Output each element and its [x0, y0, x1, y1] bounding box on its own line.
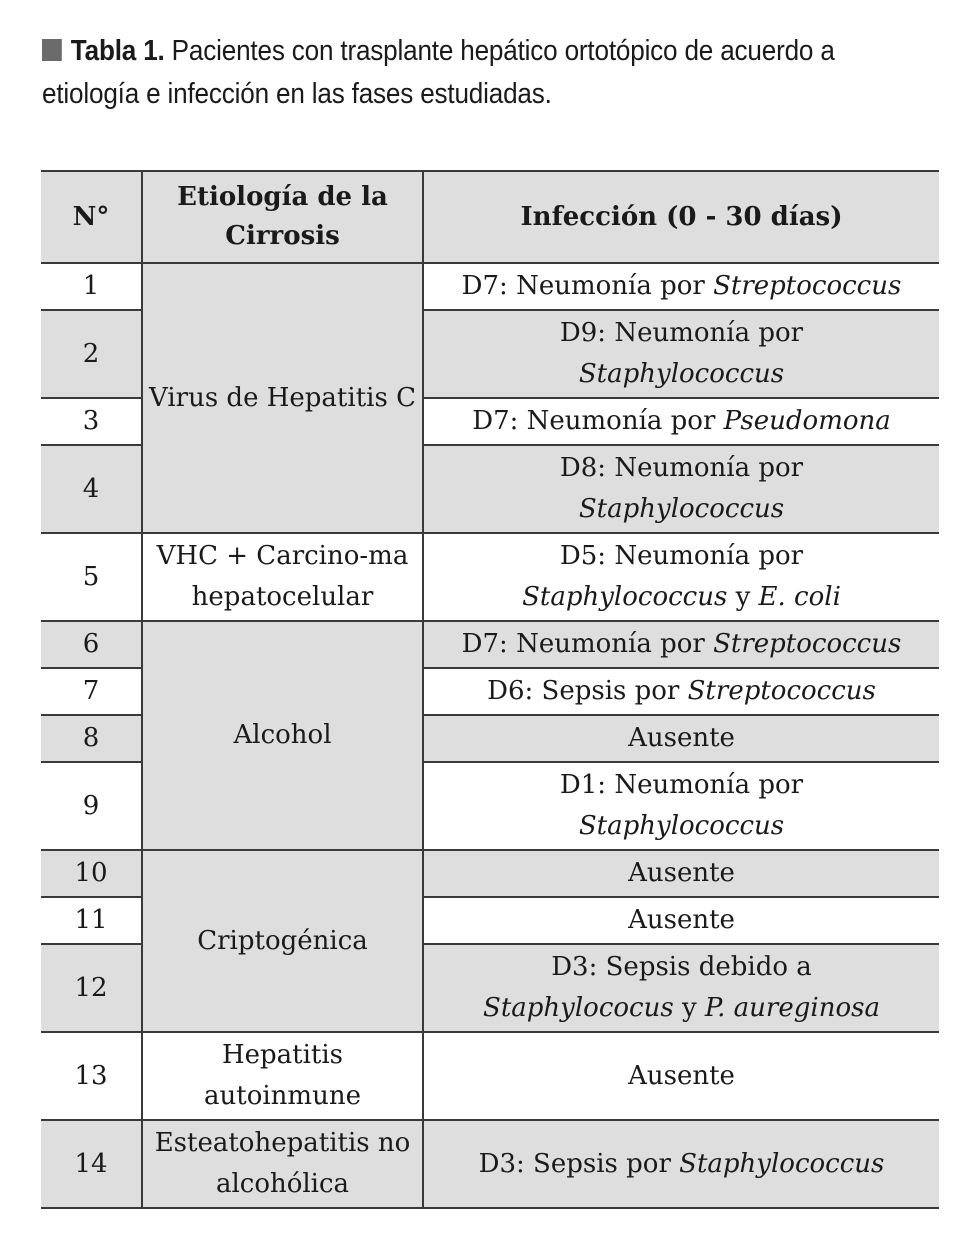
infection-cell: D6: Sepsis por Streptococcus — [423, 668, 939, 715]
row-number: 11 — [41, 897, 142, 944]
infection-cell: D5: Neumonía por Staphylococcus y E. coli — [423, 533, 939, 621]
row-number: 6 — [41, 621, 142, 668]
row-number: 14 — [41, 1120, 142, 1208]
caption-label: Tabla 1. — [70, 35, 165, 67]
row-number: 7 — [41, 668, 142, 715]
etiology-cell: Esteatohepatitis no alcohólica — [142, 1120, 423, 1208]
caption-square-icon — [42, 39, 62, 61]
infection-cell: Ausente — [423, 897, 939, 944]
infection-cell: D3: Sepsis por Staphylococcus — [423, 1120, 939, 1208]
table-row — [41, 263, 939, 310]
infection-cell: D7: Neumonía por Streptococcus — [423, 621, 939, 668]
table-row — [41, 850, 939, 897]
infection-cell: Ausente — [423, 850, 939, 897]
table-row — [41, 1120, 939, 1208]
caption-text: Pacientes con trasplante hepático ortotópico de acuerdo a etiología e infección en las fases estudiadas. — [42, 35, 835, 110]
row-number: 5 — [41, 533, 142, 621]
row-number: 3 — [41, 398, 142, 445]
row-number: 2 — [41, 310, 142, 398]
infection-cell: D8: Neumonía por Staphylococcus — [423, 445, 939, 533]
results-table — [41, 170, 939, 1209]
infection-cell: D1: Neumonía por Staphylococcus — [423, 762, 939, 850]
infection-cell: Ausente — [423, 1032, 939, 1120]
table-caption — [42, 30, 852, 116]
table-row — [41, 621, 939, 668]
etiology-cell: Alcohol — [142, 621, 423, 850]
etiology-cell: VHC + Carcino-ma hepatocelular — [142, 533, 423, 621]
etiology-cell: Criptogénica — [142, 850, 423, 1032]
row-number: 12 — [41, 944, 142, 1032]
infection-cell: D7: Neumonía por Pseudomona — [423, 398, 939, 445]
header-num: N° — [41, 171, 142, 263]
row-number: 1 — [41, 263, 142, 310]
etiology-cell: Hepatitis autoinmune — [142, 1032, 423, 1120]
table-row — [41, 533, 939, 621]
header-infection: Infección (0 - 30 días) — [423, 171, 939, 263]
row-number: 8 — [41, 715, 142, 762]
table-header-row — [41, 171, 939, 263]
infection-cell: D7: Neumonía por Streptococcus — [423, 263, 939, 310]
row-number: 10 — [41, 850, 142, 897]
etiology-cell: Virus de Hepatitis C — [142, 263, 423, 533]
row-number: 9 — [41, 762, 142, 850]
row-number: 13 — [41, 1032, 142, 1120]
header-etiology: Etiología de la Cirrosis — [142, 171, 423, 263]
infection-cell: D9: Neumonía por Staphylococcus — [423, 310, 939, 398]
row-number: 4 — [41, 445, 142, 533]
infection-cell: D3: Sepsis debido a Staphylococus y P. aureginosa — [423, 944, 939, 1032]
infection-cell: Ausente — [423, 715, 939, 762]
table-row — [41, 1032, 939, 1120]
